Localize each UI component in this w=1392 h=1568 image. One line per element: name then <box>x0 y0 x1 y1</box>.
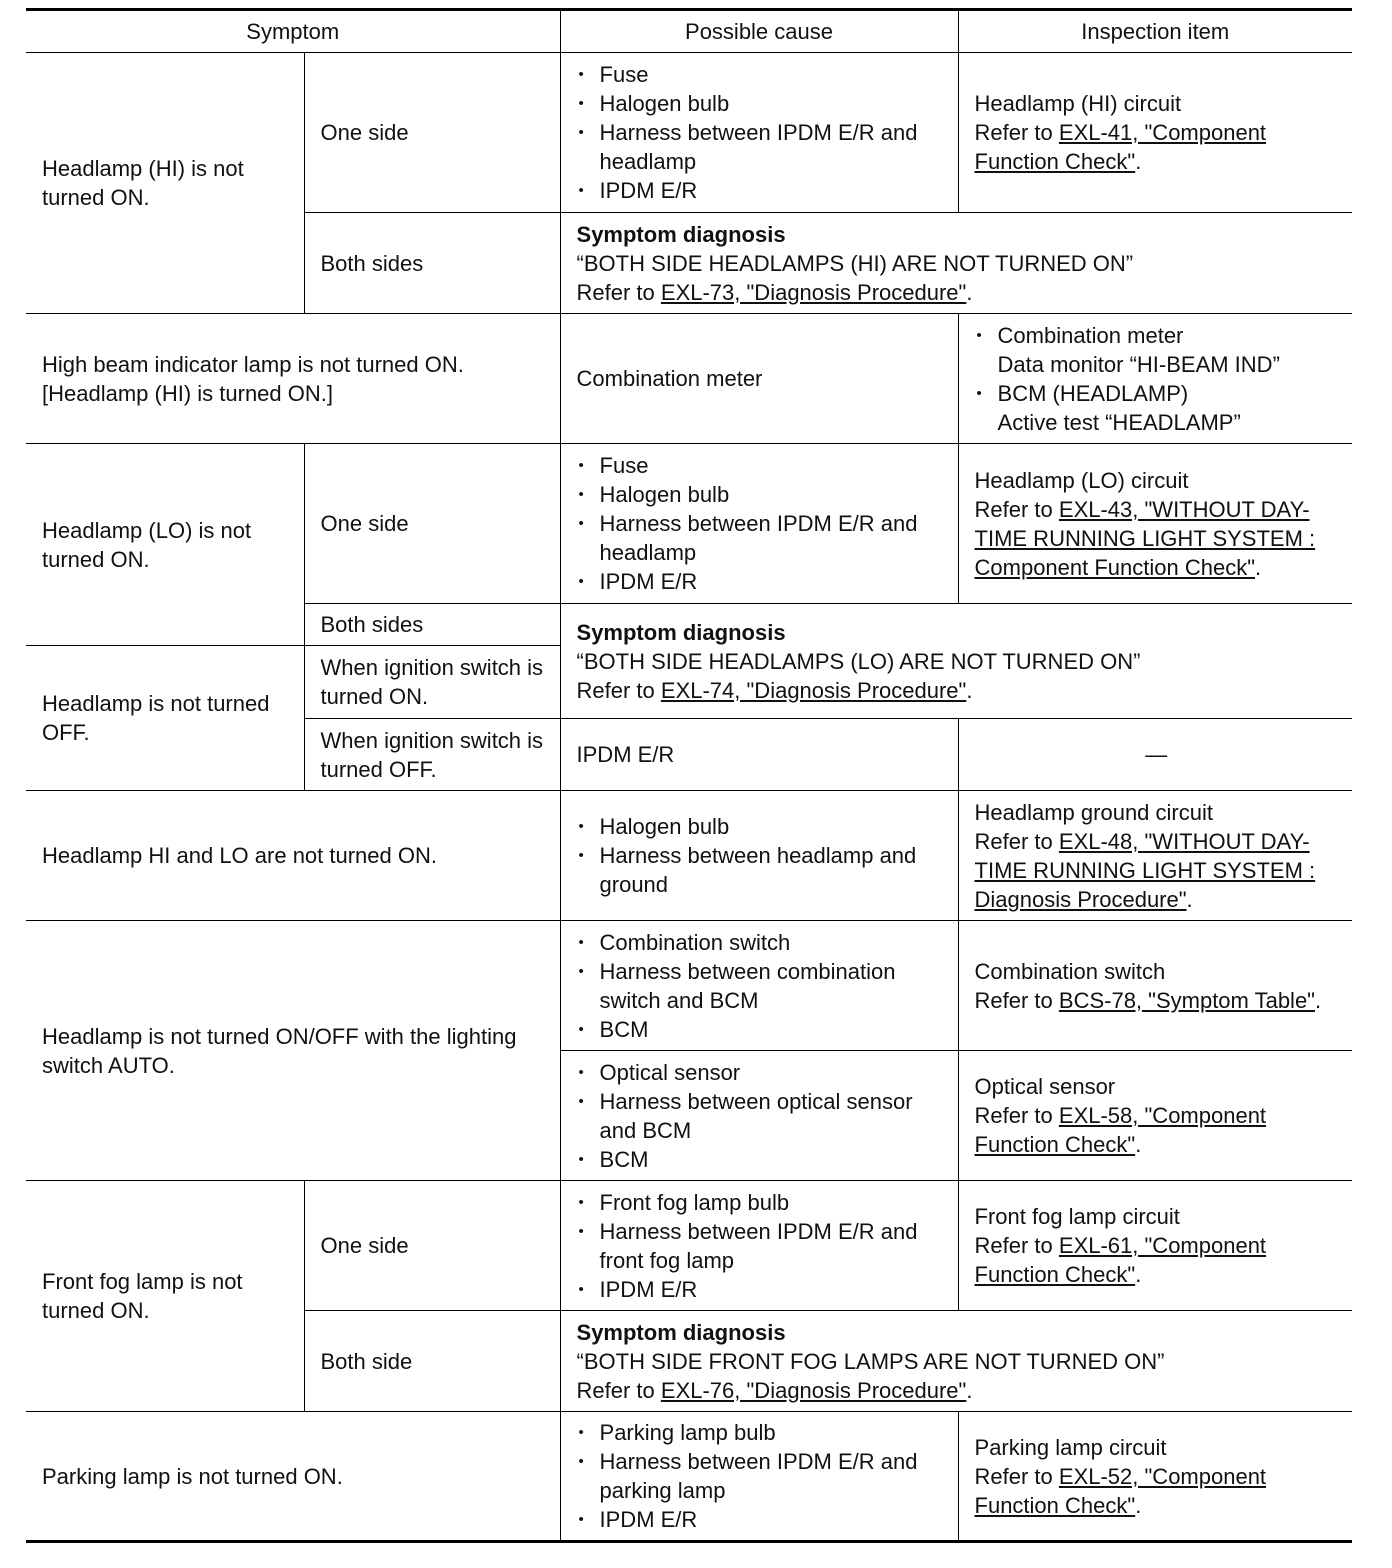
inspection-cell <box>958 1412 1352 1542</box>
condition-one-side: One side <box>304 53 560 213</box>
symptom-headlamp-not-off: Headlamp is not turned OFF. <box>26 646 304 791</box>
inspection-sub: Data monitor “HI-BEAM IND” <box>997 351 1280 377</box>
condition-both-sides: Both sides <box>304 213 560 314</box>
period: . <box>966 279 973 305</box>
table-row <box>26 53 1352 213</box>
table-row <box>26 921 1352 1051</box>
reference-link[interactable]: EXL-76, "Diagnosis Procedure" <box>660 1377 967 1403</box>
symptom-front-fog: Front fog lamp is not turned ON. <box>26 1181 304 1412</box>
inspection-none: — <box>958 719 1352 791</box>
cause-cell <box>560 791 958 921</box>
inspection-title: Front fog lamp circuit <box>974 1204 1180 1229</box>
list-item: • IPDM E/R <box>577 567 944 596</box>
refer-to-text: Refer to <box>974 1233 1059 1258</box>
cause-list <box>577 60 944 205</box>
condition-ignition-on: When ignition switch is turned ON. <box>304 646 560 719</box>
cause-list <box>577 1058 944 1174</box>
inspection-title: Combination switch <box>974 958 1166 984</box>
reference-link[interactable]: EXL-73, "Diagnosis Procedure" <box>660 279 967 305</box>
symptom-diagnosis-quote: “BOTH SIDE HEADLAMPS (HI) ARE NOT TURNED ON” <box>576 250 1134 276</box>
cause-cell <box>560 1412 958 1542</box>
reference-link[interactable]: EXL-52, "Component Function Check" <box>974 1463 1267 1518</box>
list-item: • Combination switch <box>577 928 944 957</box>
refer-to-text: Refer to <box>974 987 1059 1013</box>
period: . <box>1314 987 1322 1013</box>
list-item: • IPDM E/R <box>577 1505 944 1534</box>
symptom-parking: Parking lamp is not turned ON. <box>26 1412 560 1542</box>
list-item: • Fuse <box>577 451 944 480</box>
reference-link[interactable]: EXL-58, "Component Function Check" <box>974 1103 1267 1157</box>
table-row <box>26 314 1352 444</box>
cause-cell <box>560 1051 958 1181</box>
refer-to-text: Refer to <box>974 1463 1059 1489</box>
list-item: • BCM <box>577 1015 944 1044</box>
condition-one-side: One side <box>304 444 560 604</box>
header-inspection-item: Inspection item <box>958 10 1352 53</box>
period: . <box>1135 149 1142 174</box>
refer-to-text: Refer to <box>974 828 1059 854</box>
list-item: • Harness between combination switch and BCM <box>577 957 944 1015</box>
inspection-item: • Combination meter <box>997 322 1184 348</box>
cause-list <box>577 1418 944 1534</box>
cause-cell <box>560 53 958 213</box>
symptom-line: [Headlamp (HI) is turned ON.] <box>42 380 333 406</box>
period: . <box>966 677 973 703</box>
list-item: • Halogen bulb <box>577 812 944 841</box>
symptom-diagnosis-title: Symptom diagnosis <box>576 619 786 645</box>
symptom-headlamp-hi: Headlamp (HI) is not turned ON. <box>26 53 304 314</box>
reference-link[interactable]: EXL-61, "Component Function Check" <box>974 1233 1267 1287</box>
list-item: • Harness between IPDM E/R and front fog lamp <box>577 1217 944 1275</box>
cause-list <box>577 1188 944 1304</box>
inspection-cell <box>958 1051 1352 1181</box>
cause-cell: Combination meter <box>560 314 958 444</box>
refer-to-text: Refer to <box>974 1103 1059 1128</box>
reference-link[interactable]: EXL-48, "WITHOUT DAY-TIME RUNNING LIGHT SYSTEM : Diagnosis Procedure" <box>974 828 1316 912</box>
inspection-item: • BCM (HEADLAMP) <box>997 380 1189 406</box>
inspection-title: Headlamp ground circuit <box>974 799 1213 825</box>
list-item: • Halogen bulb <box>577 89 944 118</box>
header-symptom: Symptom <box>26 10 560 53</box>
inspection-title: Headlamp (LO) circuit <box>974 467 1189 493</box>
cause-list <box>577 451 944 596</box>
cause-cell <box>560 921 958 1051</box>
list-item: • IPDM E/R <box>577 176 944 205</box>
symptom-diagnosis-quote: “BOTH SIDE FRONT FOG LAMPS ARE NOT TURNED ON” <box>576 1348 1165 1374</box>
symptom-diagnosis-cell <box>560 604 1352 719</box>
refer-to-text: Refer to <box>576 279 661 305</box>
symptom-auto: Headlamp is not turned ON/OFF with the lighting switch AUTO. <box>26 921 560 1181</box>
list-item: • Harness between headlamp and ground <box>577 841 944 899</box>
inspection-cell <box>958 791 1352 921</box>
cause-list <box>577 812 944 899</box>
symptom-table <box>26 8 1352 1543</box>
symptom-diagnosis-title: Symptom diagnosis <box>576 221 786 247</box>
list-item: • Front fog lamp bulb <box>577 1188 944 1217</box>
inspection-cell <box>958 1181 1352 1311</box>
symptom-diagnosis-title: Symptom diagnosis <box>576 1319 786 1345</box>
cause-cell <box>560 1181 958 1311</box>
header-row <box>26 10 1352 53</box>
condition-ignition-off: When ignition switch is turned OFF. <box>304 719 560 791</box>
period: . <box>1255 554 1262 580</box>
list-item <box>975 321 1339 379</box>
list-item: • Fuse <box>577 60 944 89</box>
list-item: • Halogen bulb <box>577 480 944 509</box>
inspection-list <box>975 321 1339 437</box>
period: . <box>1135 1492 1142 1518</box>
cause-cell: IPDM E/R <box>560 719 958 791</box>
refer-to-text: Refer to <box>576 677 661 703</box>
inspection-cell <box>958 314 1352 444</box>
list-item: • Optical sensor <box>577 1058 944 1087</box>
refer-to-text: Refer to <box>576 1377 661 1403</box>
inspection-sub: Active test “HEADLAMP” <box>997 409 1241 435</box>
list-item: • Harness between IPDM E/R and headlamp <box>577 509 944 567</box>
inspection-cell <box>958 921 1352 1051</box>
symptom-headlamp-lo: Headlamp (LO) is not turned ON. <box>26 444 304 646</box>
inspection-cell <box>958 444 1352 604</box>
list-item: • BCM <box>577 1145 944 1174</box>
cause-cell <box>560 444 958 604</box>
condition-both-side: Both side <box>304 1311 560 1412</box>
refer-to-text: Refer to <box>974 120 1059 145</box>
refer-to-text: Refer to <box>974 496 1059 522</box>
symptom-line: High beam indicator lamp is not turned ON. <box>42 351 464 377</box>
inspection-cell <box>958 53 1352 213</box>
symptom-high-beam-indicator <box>26 314 560 444</box>
list-item: • IPDM E/R <box>577 1275 944 1304</box>
list-item: • Harness between IPDM E/R and parking lamp <box>577 1447 944 1505</box>
inspection-title: Optical sensor <box>974 1074 1116 1099</box>
symptom-table-page <box>26 8 1352 1543</box>
condition-both-sides: Both sides <box>304 604 560 646</box>
list-item: • Parking lamp bulb <box>577 1418 944 1447</box>
table-row <box>26 791 1352 921</box>
header-possible-cause: Possible cause <box>560 10 958 53</box>
inspection-title: Headlamp (HI) circuit <box>974 91 1182 116</box>
list-item: • Harness between optical sensor and BCM <box>577 1087 944 1145</box>
period: . <box>1135 1262 1142 1287</box>
condition-one-side: One side <box>304 1181 560 1311</box>
reference-link[interactable]: EXL-41, "Component Function Check" <box>974 120 1267 174</box>
list-item <box>975 379 1339 437</box>
list-item: • Harness between IPDM E/R and headlamp <box>577 118 944 176</box>
cause-list <box>577 928 944 1044</box>
symptom-hi-lo: Headlamp HI and LO are not turned ON. <box>26 791 560 921</box>
table-row <box>26 444 1352 604</box>
table-row <box>26 1181 1352 1311</box>
period: . <box>966 1377 973 1403</box>
reference-link[interactable]: EXL-43, "WITHOUT DAY-TIME RUNNING LIGHT SYSTEM : Component Function Check" <box>974 496 1316 580</box>
period: . <box>1135 1132 1142 1157</box>
period: . <box>1186 886 1193 912</box>
table-row <box>26 1412 1352 1542</box>
reference-link[interactable]: BCS-78, "Symptom Table" <box>1058 987 1315 1013</box>
symptom-diagnosis-quote: “BOTH SIDE HEADLAMPS (LO) ARE NOT TURNED ON” <box>576 648 1141 674</box>
reference-link[interactable]: EXL-74, "Diagnosis Procedure" <box>660 677 967 703</box>
symptom-diagnosis-cell <box>560 213 1352 314</box>
inspection-title: Parking lamp circuit <box>974 1434 1167 1460</box>
symptom-diagnosis-cell <box>560 1311 1352 1412</box>
